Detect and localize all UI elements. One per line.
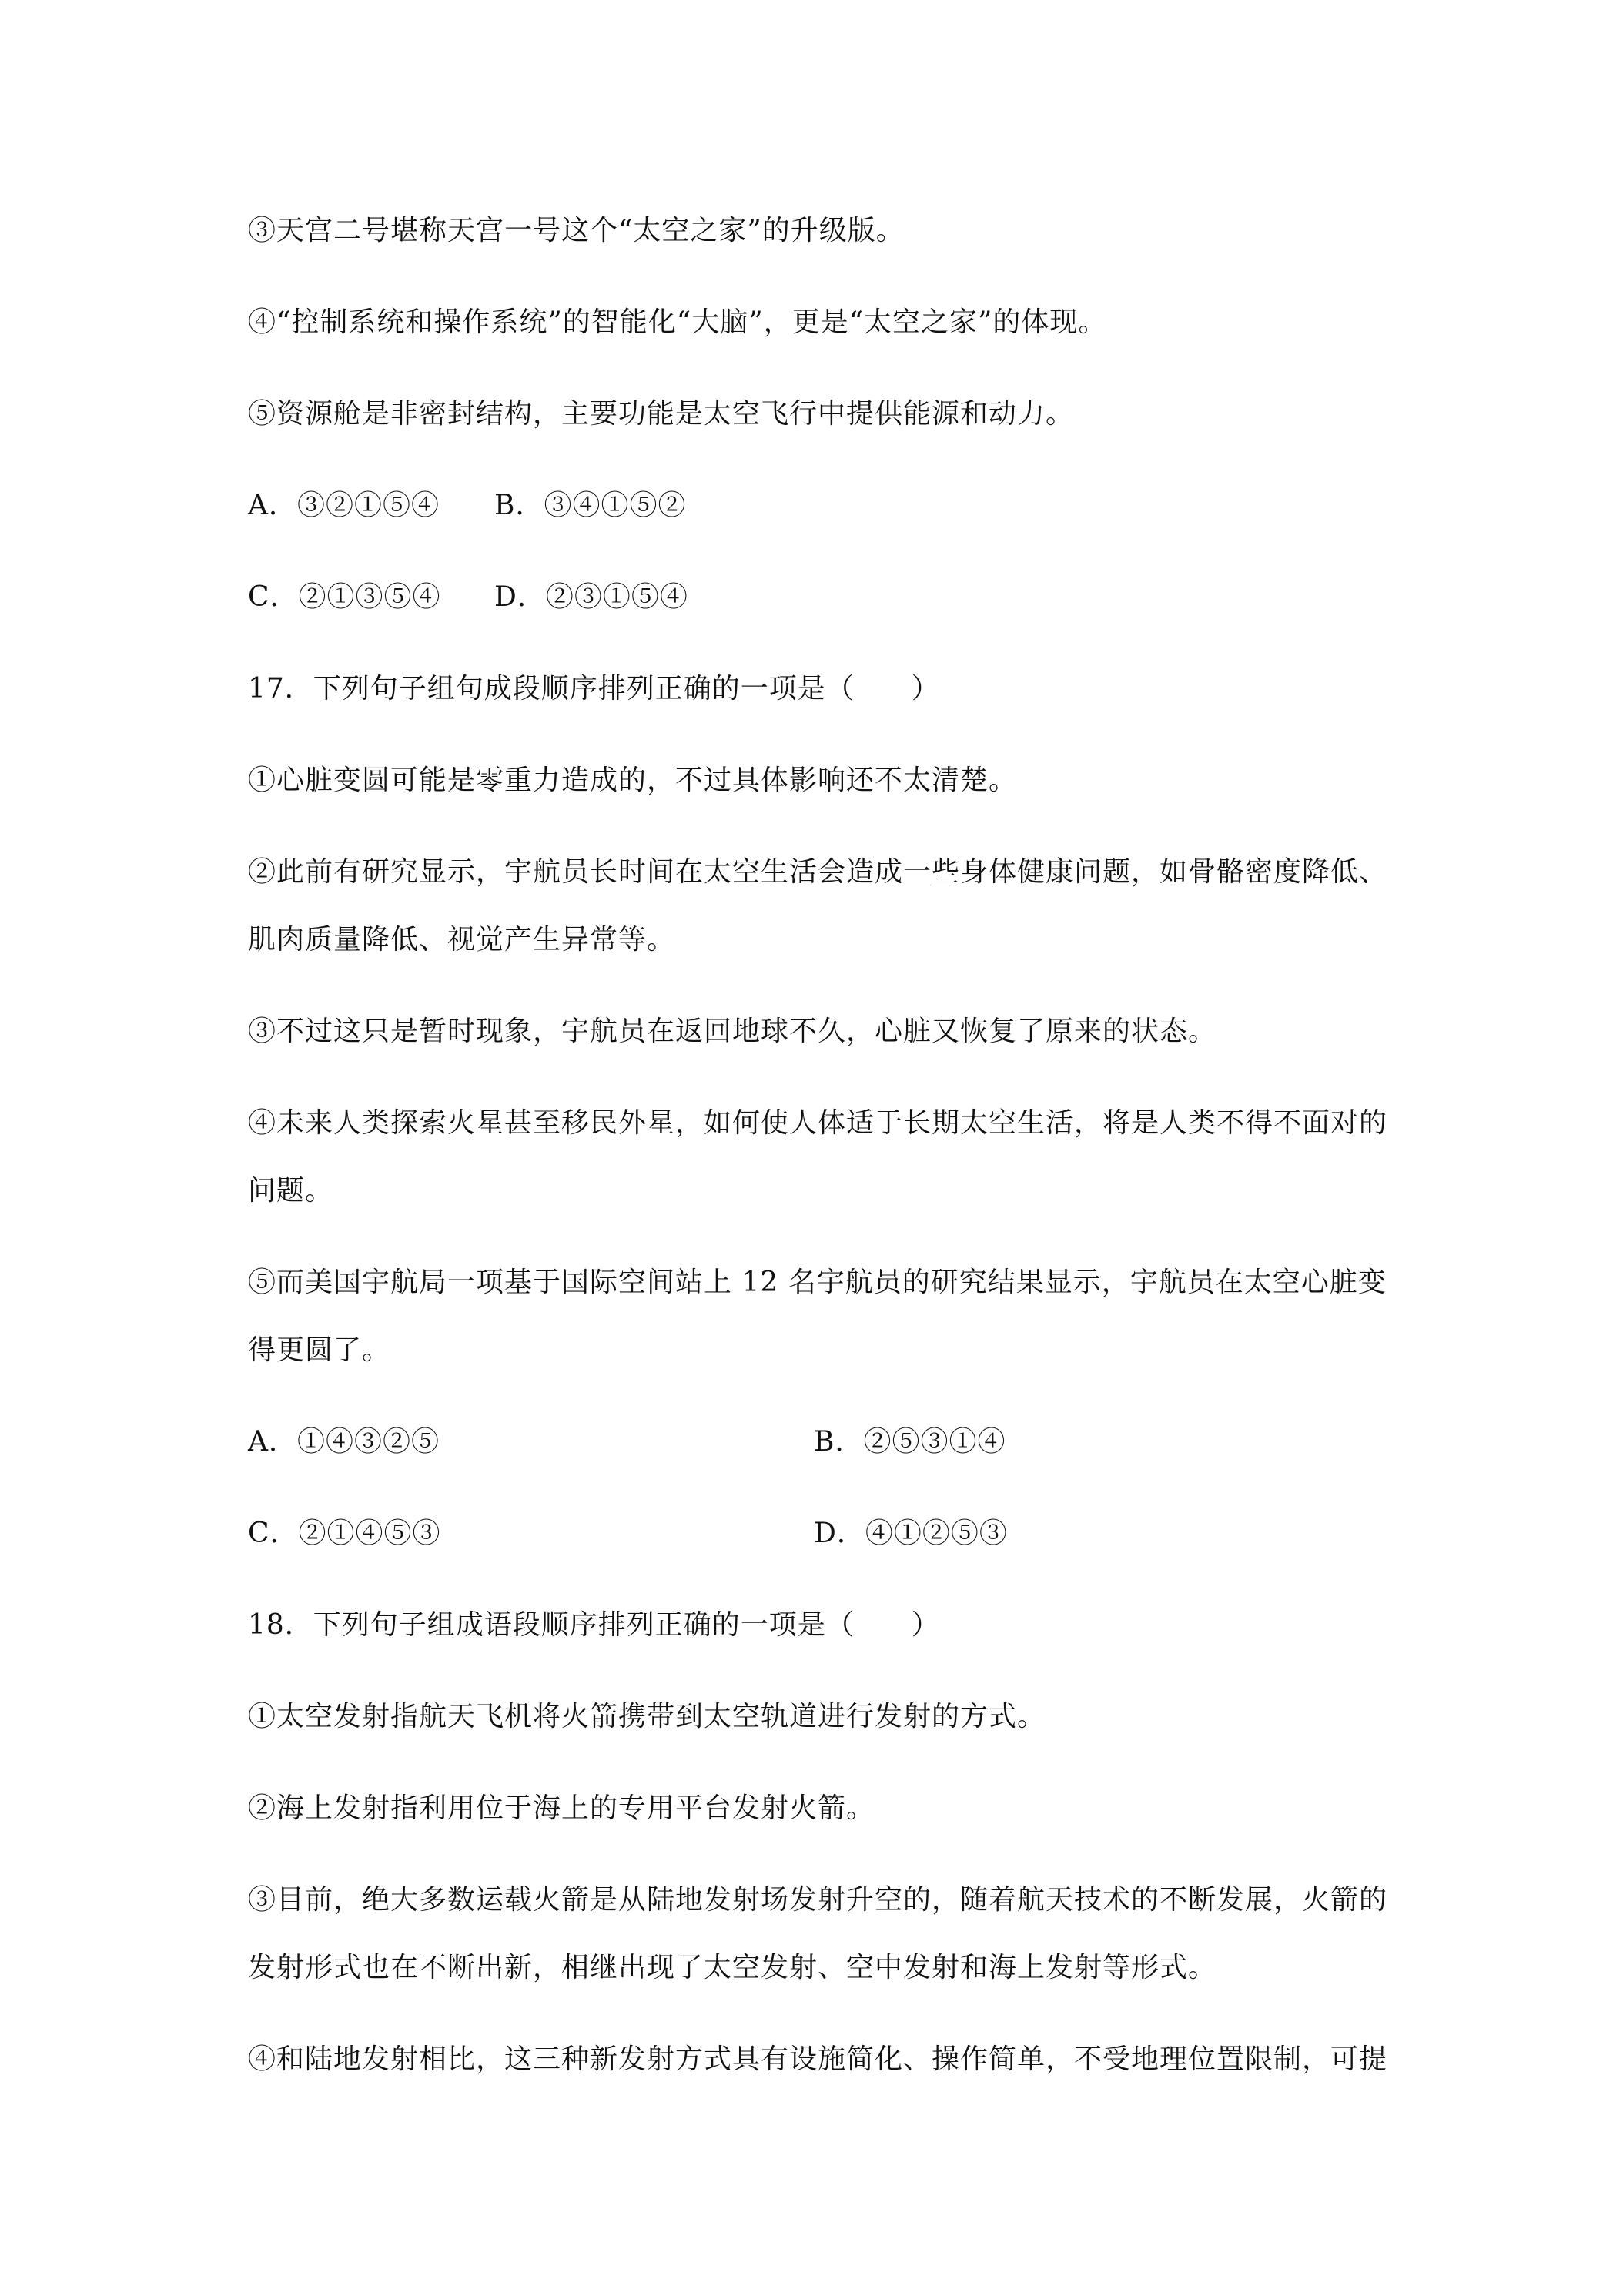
q16-option-c: C．②①③⑤④ [248, 581, 441, 613]
q17-option-b: B．②⑤③①④ [814, 1426, 1006, 1458]
q18-item-3: ③目前，绝大多数运载火箭是从陆地发射场发射升空的，随着航天技术的不断发展，火箭的 [248, 1884, 1388, 1916]
q18-item-4: ④和陆地发射相比，这三种新发射方式具有设施简化、操作简单，不受地理位置限制，可提 [248, 2043, 1388, 2075]
q17-item-5: ⑤而美国宇航局一项基于国际空间站上 12 名宇航员的研究结果显示，宇航员在太空心脏变 [248, 1267, 1387, 1298]
q17-item-1: ①心脏变圆可能是零重力造成的，不过具体影响还不太清楚。 [248, 765, 1018, 796]
q17-item-2-cont: 肌肉质量降低、视觉产生异常等。 [248, 924, 676, 956]
q18-item-2: ②海上发射指利用位于海上的专用平台发射火箭。 [248, 1792, 875, 1824]
q16-item-3: ③天宫二号堪称天宫一号这个“太空之家”的升级版。 [248, 215, 905, 246]
q16-item-4: ④“控制系统和操作系统”的智能化“大脑”，更是“太空之家”的体现。 [248, 306, 1107, 338]
q16-option-b: B．③④①⑤② [494, 490, 687, 521]
q17-item-5-cont: 得更圆了。 [248, 1334, 391, 1366]
q17-item-3: ③不过这只是暂时现象，宇航员在返回地球不久，心脏又恢复了原来的状态。 [248, 1016, 1217, 1047]
q17-option-c: C．②①④⑤③ [248, 1518, 441, 1549]
q17-item-4: ④未来人类探索火星甚至移民外星，如何使人体适于长期太空生活，将是人类不得不面对的 [248, 1107, 1388, 1139]
q18-item-3-cont: 发射形式也在不断出新，相继出现了太空发射、空中发射和海上发射等形式。 [248, 1952, 1217, 1983]
q17-item-2: ②此前有研究显示，宇航员长时间在太空生活会造成一些身体健康问题，如骨骼密度降低、 [248, 856, 1388, 888]
q16-option-d: D．②③①⑤④ [494, 581, 688, 613]
q16-item-5: ⑤资源舱是非密封结构，主要功能是太空飞行中提供能源和动力。 [248, 398, 1075, 430]
q16-option-a: A．③②①⑤④ [248, 490, 440, 521]
q17-option-a: A．①④③②⑤ [248, 1426, 440, 1458]
q18-item-1: ①太空发射指航天飞机将火箭携带到太空轨道进行发射的方式。 [248, 1701, 1046, 1732]
q17-option-d: D．④①②⑤③ [814, 1518, 1008, 1549]
q18-stem: 18．下列句子组成语段顺序排列正确的一项是（ ） [248, 1609, 940, 1641]
q17-stem: 17．下列句子组句成段顺序排列正确的一项是（ ） [248, 673, 940, 705]
q17-item-4-cont: 问题。 [248, 1175, 334, 1207]
